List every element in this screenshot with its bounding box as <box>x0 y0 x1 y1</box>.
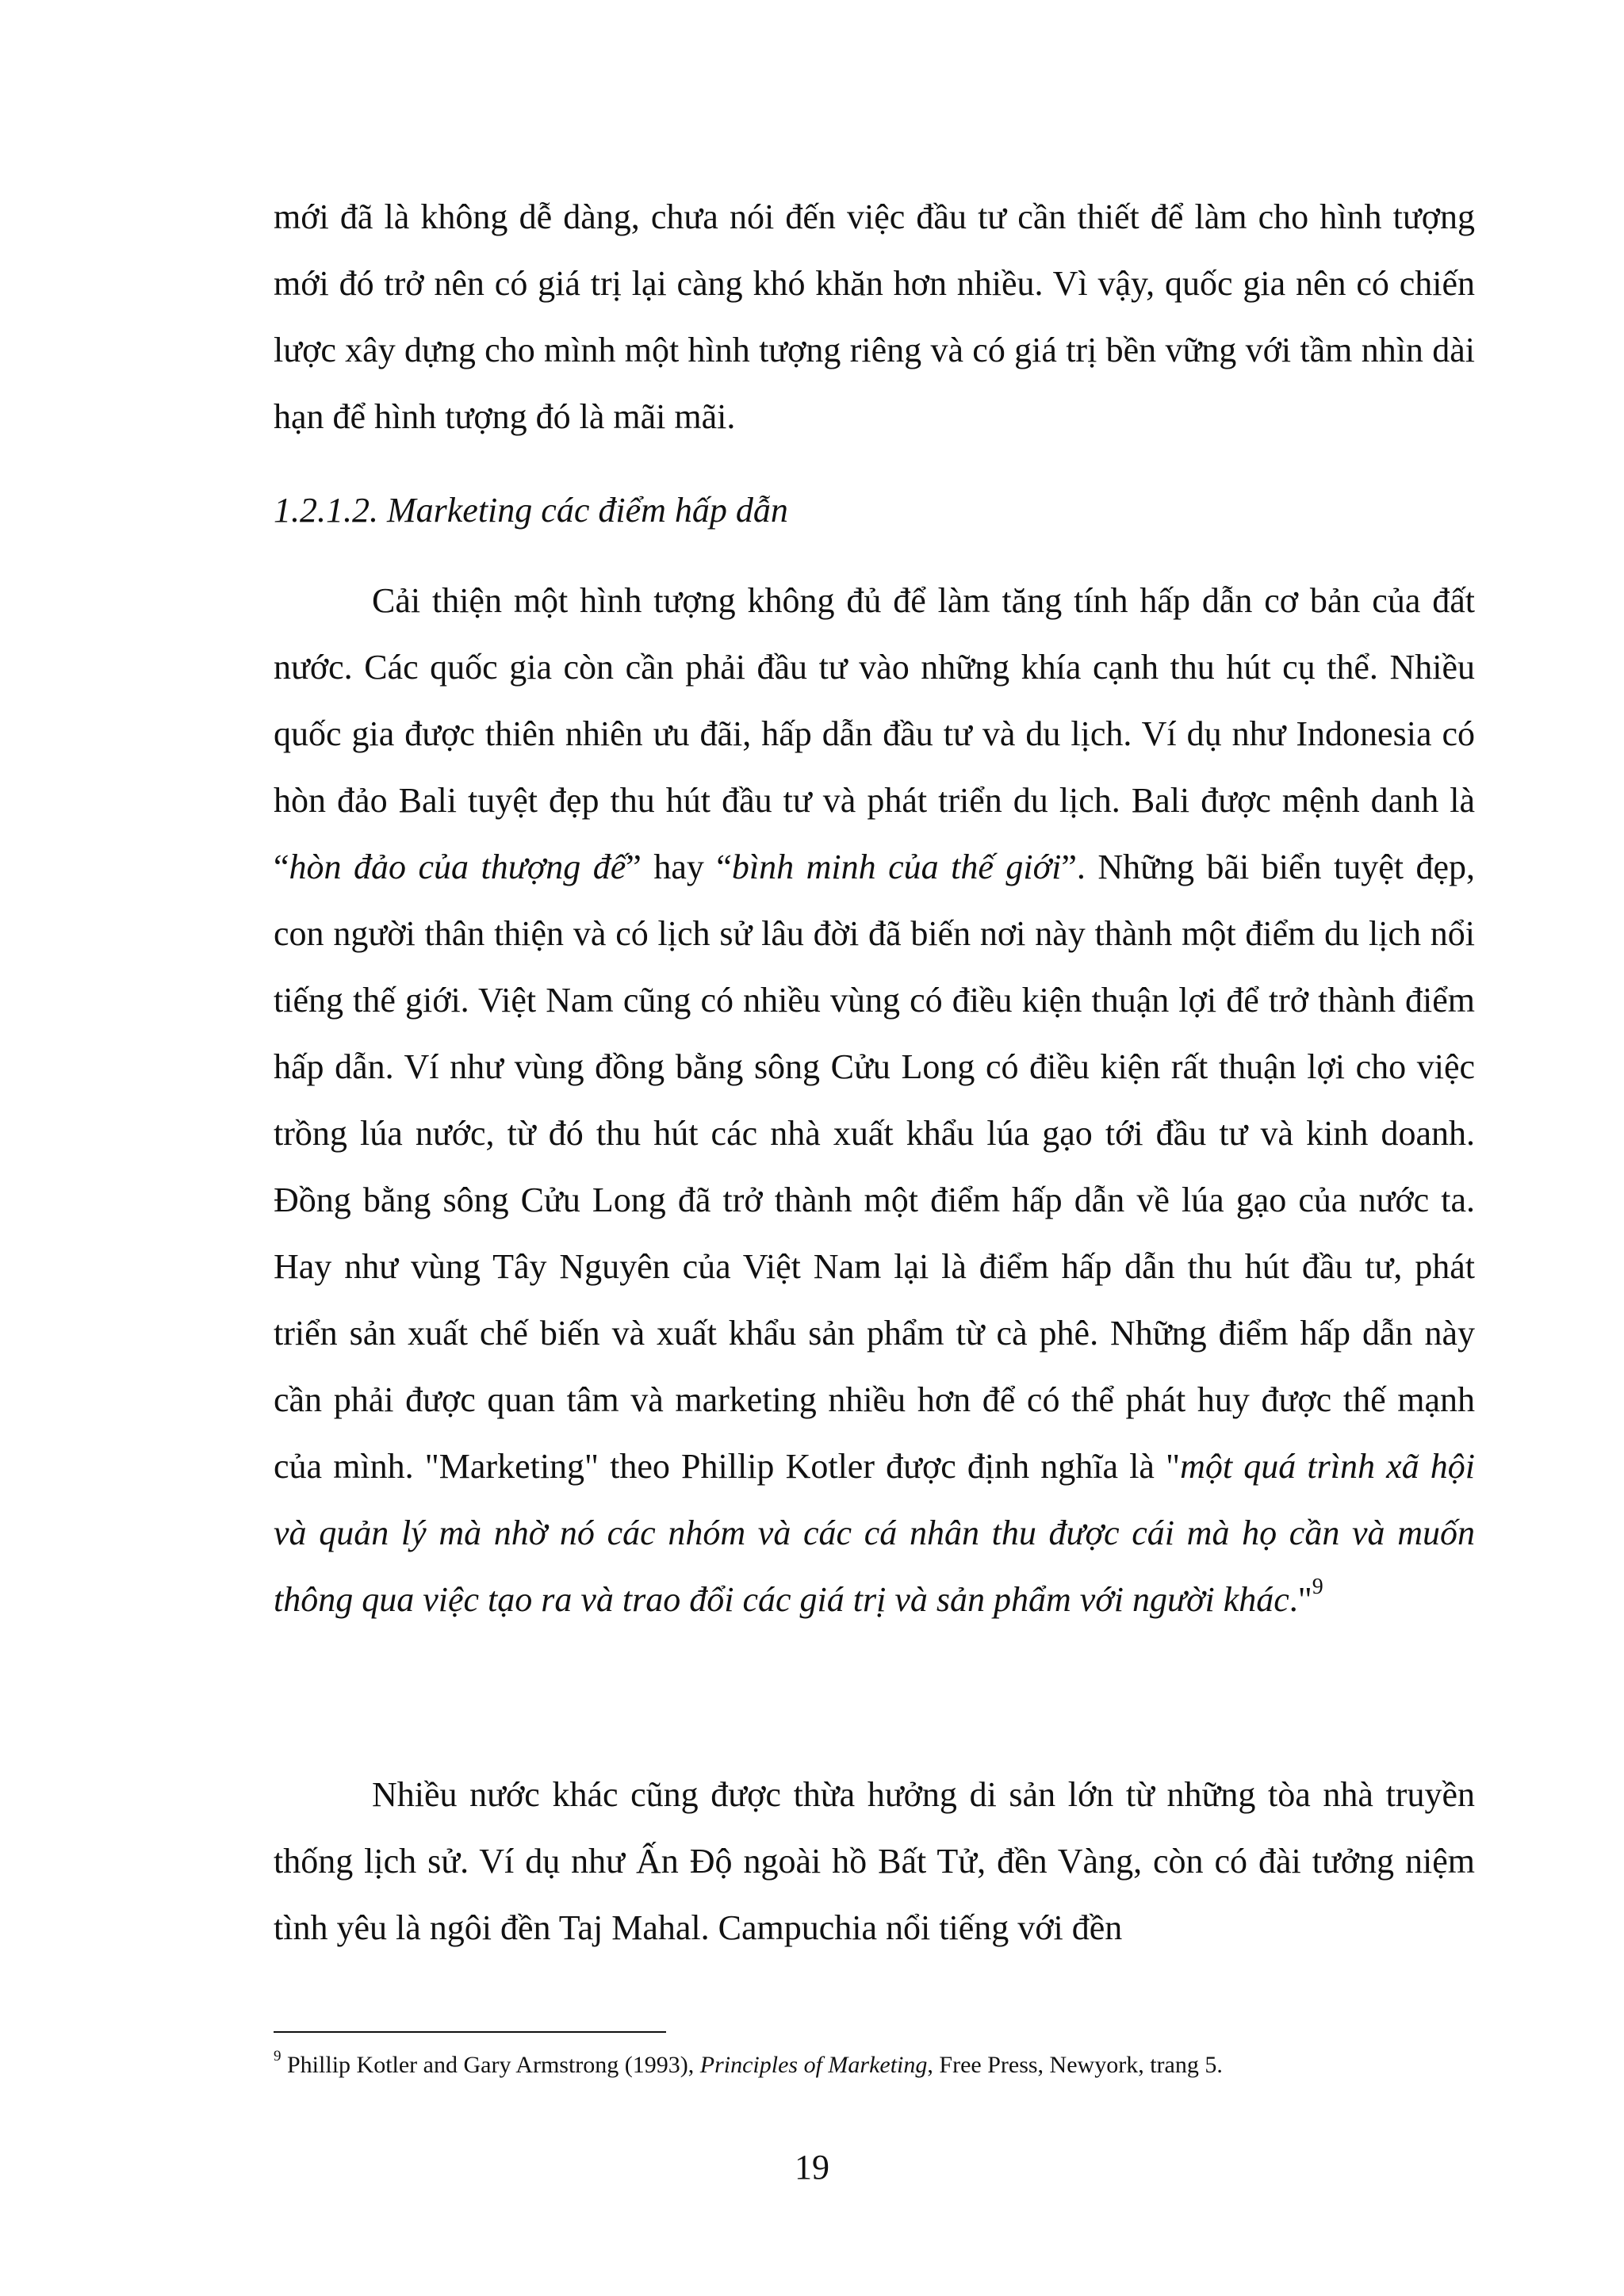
footnote-reference[interactable]: 9 <box>1312 1575 1323 1600</box>
paragraph-text: ”. Những bãi biển tuyệt đẹp, con người thân thiện và có lịch sử lâu đời đã biến nơi này thành một điểm du lịch nổi tiếng thế giới. Việt Nam cũng có nhiều vùng có điều kiện thuận lợi để trở thành điểm hấp dẫn. Ví như vùng đồng bằng sông Cửu Long có điều kiện rất thuận lợi cho việc trồng lúa nước, từ đó thu hút các nhà xuất khẩu lúa gạo tới đầu tư và kinh doanh. Đồng bằng sông Cửu Long đã trở thành một điểm hấp dẫn về lúa gạo của nước ta. Hay như vùng Tây Nguyên của Việt Nam lại là điểm hấp dẫn thu hút đầu tư, phát triển sản xuất chế biến và xuất khẩu sản phẩm từ cà phê. Những điểm hấp dẫn này cần phải được quan tâm và marketing nhiều hơn để có thể phát huy được thế mạnh của mình. "Marketing" theo Phillip Kotler được định nghĩa là " <box>274 848 1475 1486</box>
paragraph-text: ” hay “ <box>626 848 732 886</box>
paragraph-intro: mới đã là không dễ dàng, chưa nói đến việc đầu tư cần thiết để làm cho hình tượng mới đó trở nên có giá trị lại càng khó khăn hơn nhiều. Vì vậy, quốc gia nên có chiến lược xây dựng cho mình một hình tượng riêng và có giá trị bền vững với tầm nhìn dài hạn để hình tượng đó là mãi mãi. <box>274 197 1475 436</box>
footnote <box>274 2049 1223 2081</box>
footnote-text: Phillip Kotler and Gary Armstrong (1993), <box>281 2052 700 2078</box>
italic-definition: một quá trình xã hội và quản lý mà nhờ nó các nhóm và các cá nhân thu được cái mà họ cần và muốn thông qua việc tạo ra và trao đổi các giá trị và sản phẩm với người khác <box>274 1447 1475 1619</box>
paragraph-text: ." <box>1289 1580 1312 1619</box>
footnote-separator <box>274 2031 666 2033</box>
footnote-number: 9 <box>274 2048 282 2064</box>
paragraph-text: Cải thiện một hình tượng không đủ để làm tăng tính hấp dẫn cơ bản của đất nước. Các quốc gia còn cần phải đầu tư vào những khía cạnh thu hút cụ thể. Nhiều quốc gia được thiên nhiên ưu đãi, hấp dẫn đầu tư và du lịch. Ví dụ như Indonesia có hòn đảo Bali tuyệt đẹp thu hút đầu tư và phát triển du lịch. Bali được mệnh danh là “ <box>274 581 1475 886</box>
section-heading: 1.2.1.2. Marketing các điểm hấp dẫn <box>274 491 788 530</box>
italic-quote-2: bình minh của thế giới <box>731 848 1062 886</box>
paragraph-attractions <box>274 568 1475 1633</box>
page-number: 19 <box>795 2148 829 2187</box>
footnote-text: , Free Press, Newyork, trang 5. <box>927 2052 1223 2078</box>
paragraph-heritage: Nhiều nước khác cũng được thừa hưởng di sản lớn từ những tòa nhà truyền thống lịch sử. Ví dụ như Ấn Độ ngoài hồ Bất Tử, đền Vàng, còn có đài tưởng niệm tình yêu là ngôi đền Taj Mahal. Campuchia nổi tiếng với đền <box>274 1775 1475 1947</box>
italic-quote-1: hòn đảo của thượng đế <box>289 848 626 886</box>
footnote-book-title: Principles of Marketing <box>699 2052 928 2078</box>
